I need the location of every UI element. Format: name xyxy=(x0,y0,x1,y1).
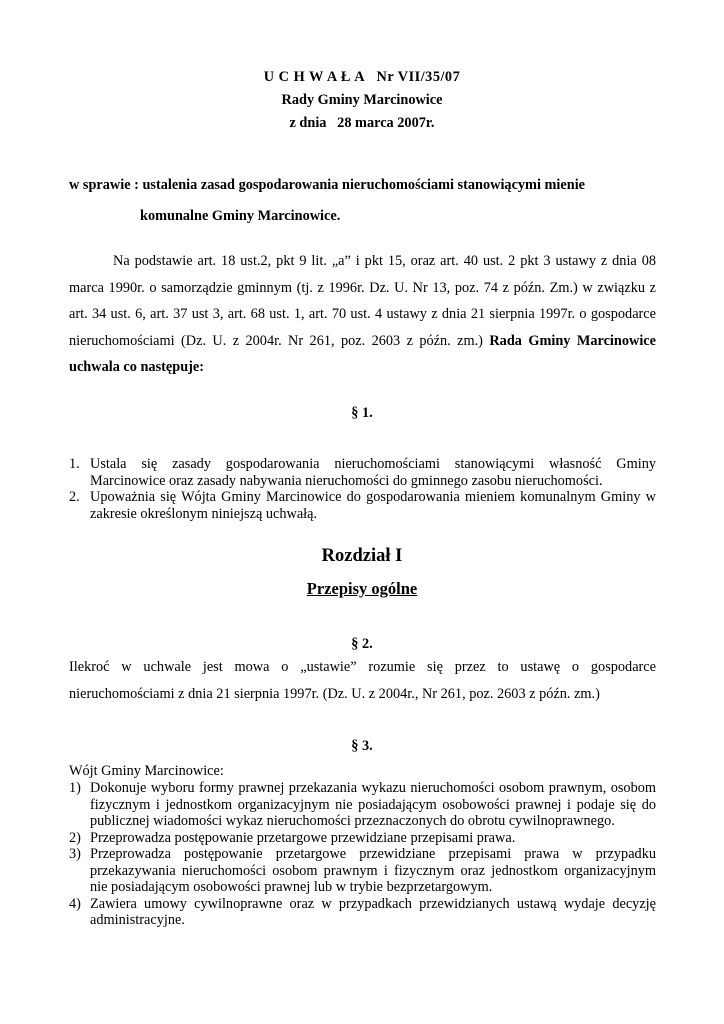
resolution-date: z dnia 28 marca 2007r. xyxy=(289,115,435,131)
list-item-text: Zawiera umowy cywilnoprawne oraz w przypadkach przewidzianych ustawą wydaje decyzję administracyjne. xyxy=(90,895,656,928)
list-item-text: Przeprowadza postępowanie przetargowe przewidziane przepisami prawa. xyxy=(90,829,516,846)
preamble-bold-tail: Rada Gminy Marcinowice uchwala co następuje: xyxy=(69,332,656,375)
list-item-number: 4) xyxy=(69,895,81,912)
list-item-text: Upoważnia się Wójta Gminy Marcinowice do gospodarowania mieniem komunalnym Gminy w zakresie określonym niniejszą uchwałą. xyxy=(90,489,656,522)
list-item xyxy=(69,830,656,847)
list-item-number: 2. xyxy=(69,489,80,505)
section-2-paragraph: Ilekroć w uchwale jest mowa o „ustawie” rozumie się przez to ustawę o gospodarce nieruchomościami z dnia 21 sierpnia 1997r. (Dz. U. z 2004r., Nr 261, poz. 2603 z późn. zm.) xyxy=(69,659,656,702)
resolution-subject xyxy=(69,170,669,232)
section-1-list xyxy=(69,456,656,522)
list-item-number: 3) xyxy=(69,846,81,862)
council-name: Rady Gminy Marcinowice xyxy=(281,92,443,108)
resolution-title: U C H W A Ł A Nr VII/35/07 xyxy=(263,69,461,85)
list-item-text: Dokonuje wyboru formy prawnej przekazania wykazu nieruchomości osobom prawnym, osobom fizycznym i jednostkom organizacyjnym nie posiadającym osobowości prawnej i podaje się do publicznej wiadomości wykaz nieruchomości przeznaczonych do obrotu cywilnoprawnego. xyxy=(90,780,656,829)
section-3-intro: Wójt Gminy Marcinowice: xyxy=(69,763,224,779)
list-item xyxy=(69,780,656,830)
list-item xyxy=(69,846,656,896)
preamble-text: Na podstawie art. 18 ust.2, pkt 9 lit. „a” i pkt 15, oraz art. 40 ust. 2 pkt 3 ustawy z dnia 08 marca 1990r. o samorządzie gminnym (tj. z 1996r. Dz. U. Nr 13, poz. 74 z późn. Zm.) w związku z art. 34 ust. 6, art. 37 ust 3, art. 68 ust. 1, art. 70 ust. 4 ustawy z dnia 21 sierpnia 1997r. o gospodarce nieruchomościami (Dz. U. z 2004r. Nr 261, poz. 2603 z późn. zm.) xyxy=(69,253,656,349)
chapter-title: Rozdział I xyxy=(321,546,403,566)
list-item-number: 1. xyxy=(69,456,80,472)
subject-line-1: w sprawie : ustalenia zasad gospodarowania nieruchomościami stanowiącymi mienie xyxy=(69,177,586,193)
list-item-text: Przeprowadza postępowanie przetargowe przewidziane przepisami prawa w przypadku przekazywania nieruchomości osobom prawnym i fizycznym oraz jednostkom organizacyjnym nie posiadającym osobowości prawnej lub w trybie bezprzetargowym. xyxy=(90,846,656,895)
section-3-list xyxy=(69,780,656,929)
chapter-subtitle: Przepisy ogólne xyxy=(306,579,418,598)
list-item-number: 2) xyxy=(69,829,81,846)
list-item-number: 1) xyxy=(69,780,81,796)
list-item xyxy=(69,896,656,929)
subject-line-2: komunalne Gminy Marcinowice. xyxy=(140,208,341,224)
list-item-text: Ustala się zasady gospodarowania nieruchomościami stanowiącymi własność Gminy Marcinowice oraz zasady nabywania nieruchomości do gminnego zasobu nieruchomości. xyxy=(90,456,656,489)
preamble-paragraph xyxy=(69,248,656,381)
section-1-mark: § 1. xyxy=(351,405,373,421)
list-item xyxy=(69,456,656,489)
section-2-mark: § 2. xyxy=(351,636,373,652)
section-3-mark: § 3. xyxy=(351,738,373,754)
resolution-header xyxy=(0,66,724,135)
list-item xyxy=(69,489,656,522)
